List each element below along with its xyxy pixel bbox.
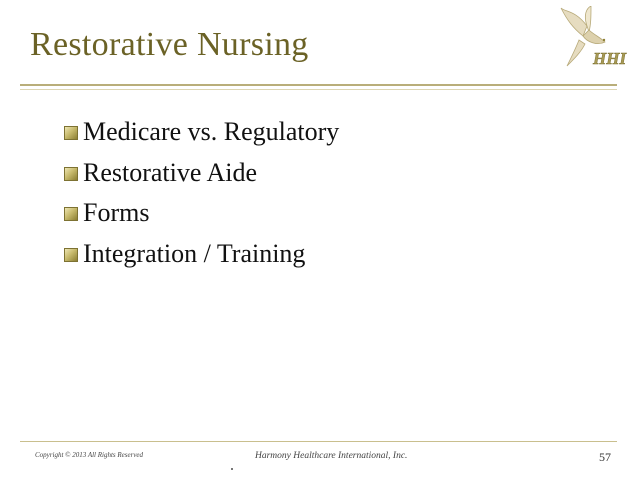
footer-copyright: Copyright © 2013 All Rights Reserved — [35, 451, 144, 459]
square-bullet-icon — [64, 248, 78, 262]
bullet-item — [64, 234, 339, 275]
bullet-text: Forms — [83, 198, 150, 228]
title-divider — [20, 84, 617, 86]
bullet-item — [64, 193, 339, 234]
bullet-list — [64, 112, 339, 274]
logo-graphic — [557, 6, 627, 74]
logo-text: HHI — [593, 49, 627, 68]
dove-logo-icon — [557, 6, 627, 74]
square-bullet-icon — [64, 207, 78, 221]
bullet-text: Restorative Aide — [83, 157, 258, 187]
footer-company: Harmony Healthcare International, Inc. — [255, 451, 408, 461]
bullet-item — [64, 112, 339, 153]
square-bullet-icon — [64, 167, 78, 181]
bullet-text: Medicare vs. Regulatory — [83, 117, 340, 147]
slide-title: Restorative Nursing — [30, 26, 309, 63]
footer-dot — [231, 468, 233, 470]
footer-divider — [20, 441, 617, 442]
bullet-text: Integration / Training — [83, 238, 306, 268]
title-divider-thin — [20, 89, 617, 90]
bullet-item — [64, 153, 339, 194]
page-number: 57 — [599, 450, 611, 464]
square-bullet-icon — [64, 126, 78, 140]
